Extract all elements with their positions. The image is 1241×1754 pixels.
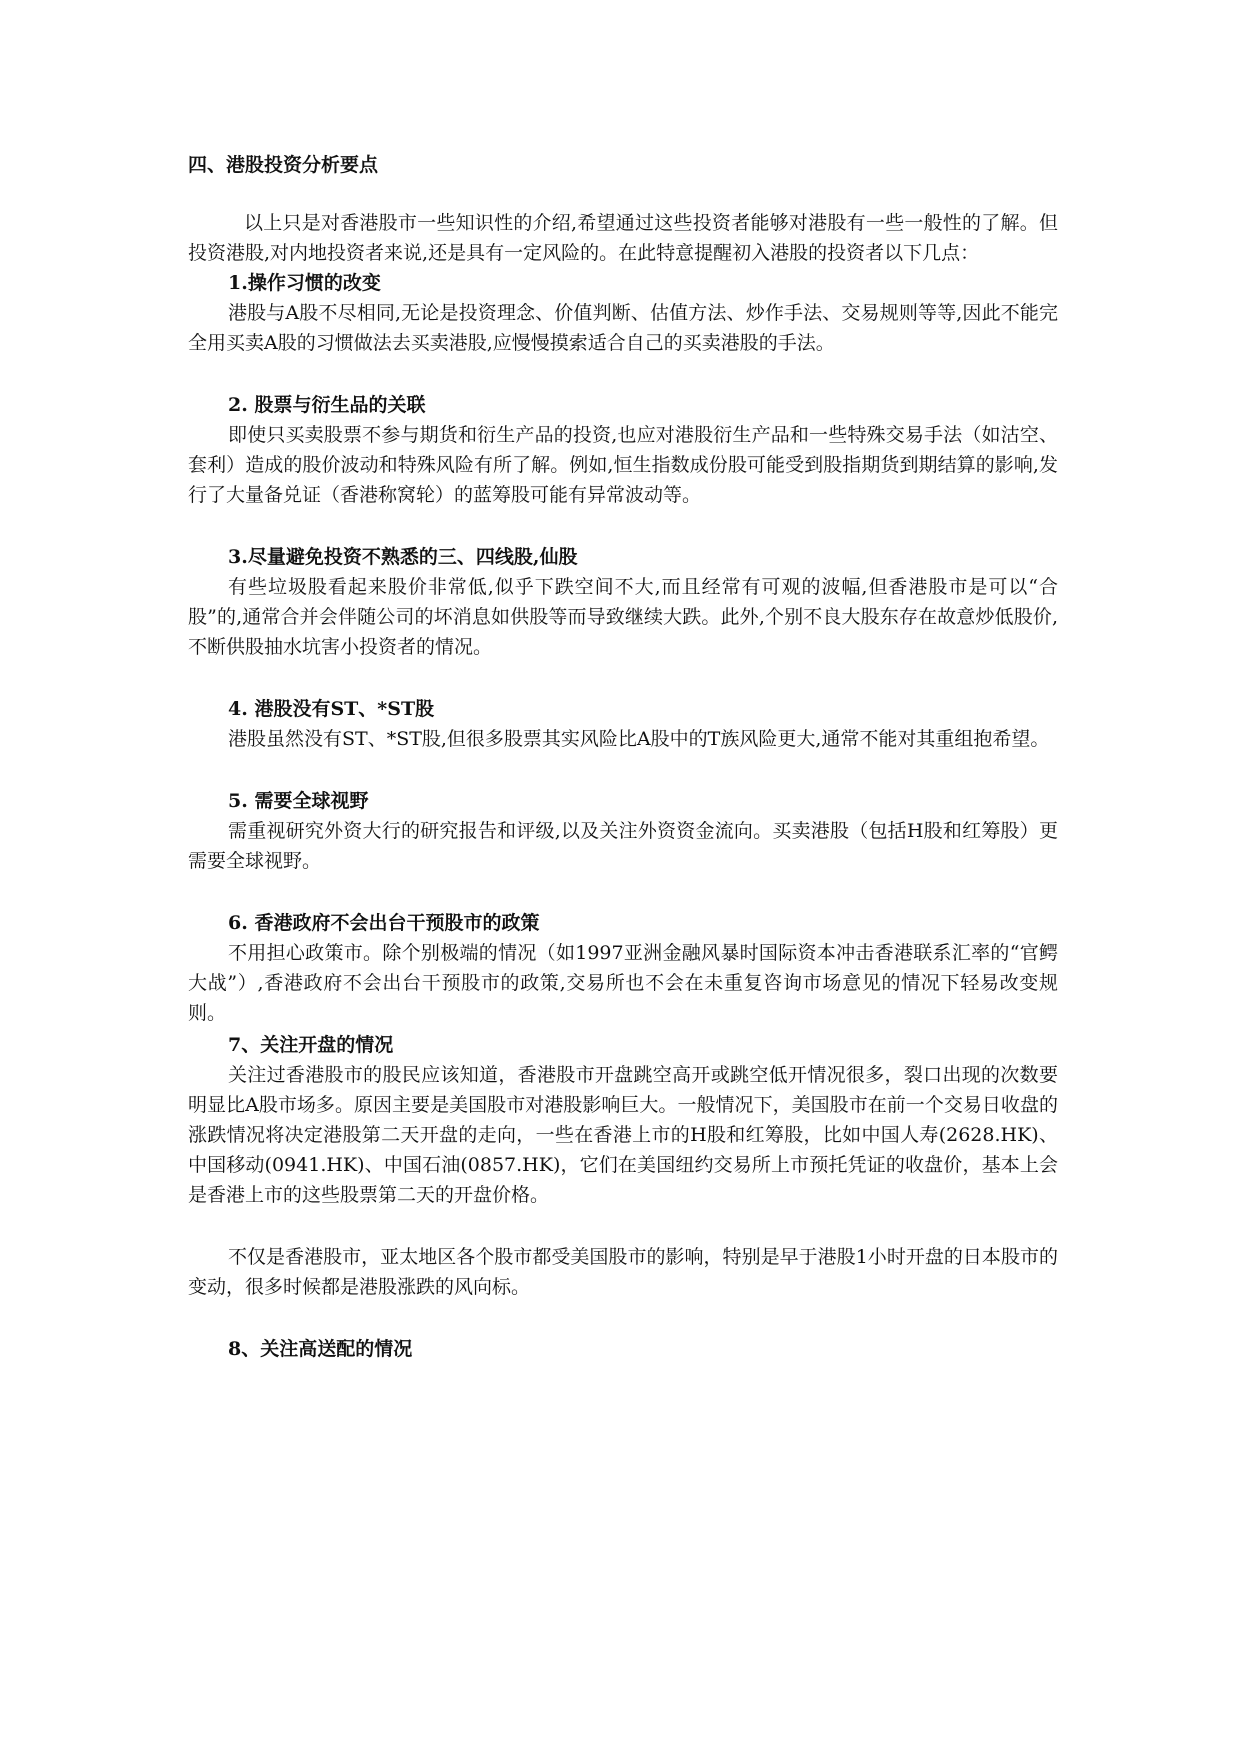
section-heading-1: 1.操作习惯的改变 [228,272,381,294]
section-paragraph-5: 需重视研究外资大行的研究报告和评级,以及关注外资资金流向。买卖港股（包括H股和红筹股）更需要全球视野。 [188,820,1058,872]
section-heading-5: 5. 需要全球视野 [228,790,369,812]
section-heading-4: 4. 港股没有ST、*ST股 [228,698,435,720]
document-content [188,150,1058,1364]
section-paragraph-3: 有些垃圾股看起来股价非常低,似乎下跌空间不大,而且经常有可观的波幅,但香港股市是可以“合股”的,通常合并会伴随公司的坏消息如供股等而导致继续大跌。此外,个别不良大股东存在故意炒低股价,不断供股抽水坑害小投资者的情况。 [188,576,1058,658]
document-title: 四、港股投资分析要点 [188,154,379,176]
section-paragraph-4: 港股虽然没有ST、*ST股,但很多股票其实风险比A股中的T族风险更大,通常不能对其重组抱希望。 [228,728,1050,750]
section-paragraph-7b: 不仅是香港股市，亚太地区各个股市都受美国股市的影响，特别是早于港股1小时开盘的日本股市的变动，很多时候都是港股涨跌的风向标。 [188,1246,1058,1298]
intro-paragraph: 以上只是对香港股市一些知识性的介绍,希望通过这些投资者能够对港股有一些一般性的了解。但投资港股,对内地投资者来说,还是具有一定风险的。在此特意提醒初入港股的投资者以下几点： [188,212,1058,264]
section-heading-7: 7、关注开盘的情况 [228,1034,394,1056]
section-heading-3: 3.尽量避免投资不熟悉的三、四线股,仙股 [228,546,578,568]
section-paragraph-6: 不用担心政策市。除个别极端的情况（如1997亚洲金融风暴时国际资本冲击香港联系汇率的“官鳄大战”）,香港政府不会出台干预股市的政策,交易所也不会在未重复咨询市场意见的情况下轻易改变规则。 [188,942,1058,1024]
section-heading-8: 8、关注高送配的情况 [228,1338,413,1360]
section-heading-6: 6. 香港政府不会出台干预股市的政策 [228,912,540,934]
section-paragraph-7a: 关注过香港股市的股民应该知道，香港股市开盘跳空高开或跳空低开情况很多，裂口出现的次数要明显比A股市场多。原因主要是美国股市对港股影响巨大。一般情况下，美国股市在前一个交易日收盘的涨跌情况将决定港股第二天开盘的走向，一些在香港上市的H股和红筹股，比如中国人寿(2628.HK)、中国移动(0941.HK)、中国石油(0857.HK)，它们在美国纽约交易所上市预托凭证的收盘价，基本上会是香港上市的这些股票第二天的开盘价格。 [188,1064,1058,1206]
section-heading-2: 2. 股票与衍生品的关联 [228,394,426,416]
section-paragraph-1: 港股与A股不尽相同,无论是投资理念、价值判断、估值方法、炒作手法、交易规则等等,因此不能完全用买卖A股的习惯做法去买卖港股,应慢慢摸索适合自己的买卖港股的手法。 [188,302,1058,354]
section-paragraph-2: 即使只买卖股票不参与期货和衍生产品的投资,也应对港股衍生产品和一些特殊交易手法（如沽空、套利）造成的股价波动和特殊风险有所了解。例如,恒生指数成份股可能受到股指期货到期结算的影响,发行了大量备兑证（香港称窝轮）的蓝筹股可能有异常波动等。 [188,424,1058,506]
